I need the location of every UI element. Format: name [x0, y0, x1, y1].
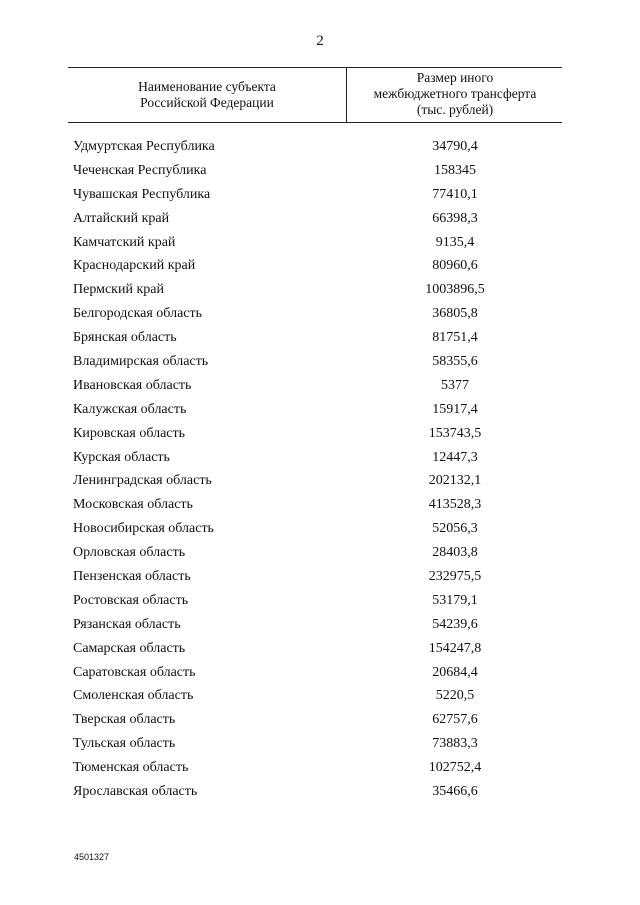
- transfer-amount: 102752,4: [428, 760, 482, 776]
- table-row: [0, 209, 640, 233]
- transfer-amount: 5220,5: [435, 688, 475, 704]
- table-row: [0, 256, 640, 280]
- column-divider: [346, 67, 347, 122]
- table-row: [0, 758, 640, 782]
- region-name: Владимирская область: [73, 354, 209, 370]
- table-row: [0, 639, 640, 663]
- transfer-amount: 34790,4: [432, 139, 478, 154]
- region-name: Тульская область: [73, 736, 176, 752]
- table-row: [0, 615, 640, 639]
- region-name: Камчатский край: [73, 234, 176, 250]
- table-row: [0, 543, 640, 567]
- transfer-amount: 232975,5: [428, 569, 482, 585]
- table-body: [0, 137, 640, 806]
- region-name: Новосибирская область: [73, 521, 214, 537]
- table-row: [0, 233, 640, 257]
- region-name: Чеченская Республика: [73, 162, 207, 178]
- document-code: 4501327: [74, 852, 110, 862]
- transfer-amount: 58355,6: [432, 354, 478, 370]
- region-name: Кировская область: [73, 425, 186, 441]
- table-row: [0, 304, 640, 328]
- region-name: Курская область: [73, 449, 170, 465]
- region-name: Смоленская область: [73, 688, 194, 704]
- table-row: [0, 376, 640, 400]
- transfer-amount: 158345: [434, 162, 476, 178]
- table-row: [0, 424, 640, 448]
- transfer-amount: 52056,3: [432, 521, 478, 537]
- region-name: Самарская область: [73, 640, 186, 656]
- region-name: Саратовская область: [73, 664, 196, 680]
- table-row: [0, 734, 640, 758]
- transfer-amount: 202132,1: [428, 473, 482, 489]
- transfer-amount: 15917,4: [432, 401, 478, 417]
- table-row: [0, 280, 640, 304]
- table-row: [0, 686, 640, 710]
- table-row: [0, 519, 640, 543]
- transfer-amount: 413528,3: [428, 497, 482, 513]
- region-name: Алтайский край: [73, 210, 170, 226]
- region-name: Ярославская область: [73, 784, 198, 800]
- header-amount-column: [350, 70, 560, 118]
- region-name: Орловская область: [73, 545, 186, 561]
- table-row: [0, 448, 640, 472]
- table-top-rule: [68, 67, 562, 68]
- transfer-amount: 53179,1: [432, 592, 478, 608]
- region-name: Ленинградская область: [73, 473, 212, 489]
- table-row: [0, 591, 640, 615]
- region-name: Рязанская область: [73, 616, 181, 632]
- transfer-amount: 12447,3: [432, 449, 478, 465]
- header-amount-line: Размер иного: [416, 70, 494, 85]
- header-region-line: Наименование субъекта: [138, 79, 276, 94]
- transfer-amount: 5377: [441, 377, 469, 393]
- transfer-amount: 153743,5: [428, 425, 482, 441]
- header-region-line: Российской Федерации: [140, 95, 274, 110]
- transfer-amount: 81751,4: [432, 330, 478, 346]
- table-row: [0, 328, 640, 352]
- region-name: Пермский край: [73, 282, 164, 298]
- table-row: [0, 567, 640, 591]
- region-name: Чувашская Республика: [73, 186, 211, 202]
- transfer-amount: 66398,3: [432, 210, 478, 226]
- region-name: Пензенская область: [73, 569, 191, 585]
- table-row: [0, 471, 640, 495]
- table-row: [0, 710, 640, 734]
- transfer-amount: 80960,6: [432, 258, 478, 274]
- table-row: [0, 352, 640, 376]
- transfer-amount: 77410,1: [432, 186, 478, 202]
- table-row: [0, 782, 640, 806]
- region-name: Удмуртская Республика: [73, 139, 215, 154]
- transfer-amount: 54239,6: [432, 616, 478, 632]
- region-name: Тюменская область: [73, 760, 189, 776]
- region-name: Калужская область: [73, 401, 187, 417]
- table-row: [0, 161, 640, 185]
- table-row: [0, 400, 640, 424]
- transfer-amount: 9135,4: [435, 234, 475, 250]
- transfer-amount: 154247,8: [428, 640, 482, 656]
- header-amount-line: (тыс. рублей): [416, 102, 494, 117]
- transfer-amount: 35466,6: [432, 784, 478, 800]
- table-row: [0, 137, 640, 161]
- transfer-amount: 1003896,5: [425, 282, 485, 298]
- table-row: [0, 185, 640, 209]
- table-row: [0, 663, 640, 687]
- transfer-amount: 62757,6: [432, 712, 478, 728]
- region-name: Ивановская область: [73, 377, 192, 393]
- header-amount-line: межбюджетного трансферта: [373, 86, 537, 101]
- region-name: Белгородская область: [73, 306, 203, 322]
- transfer-amount: 36805,8: [432, 306, 478, 322]
- transfer-amount: 20684,4: [432, 664, 478, 680]
- transfer-amount: 73883,3: [432, 736, 478, 752]
- region-name: Тверская область: [73, 712, 176, 728]
- region-name: Московская область: [73, 497, 193, 513]
- region-name: Брянская область: [73, 330, 177, 346]
- header-region-column: [80, 79, 334, 111]
- page-number: 2: [316, 33, 324, 49]
- table-row: [0, 495, 640, 519]
- table-header-bottom-rule: [68, 122, 562, 123]
- transfer-amount: 28403,8: [432, 545, 478, 561]
- region-name: Краснодарский край: [73, 258, 196, 274]
- region-name: Ростовская область: [73, 592, 189, 608]
